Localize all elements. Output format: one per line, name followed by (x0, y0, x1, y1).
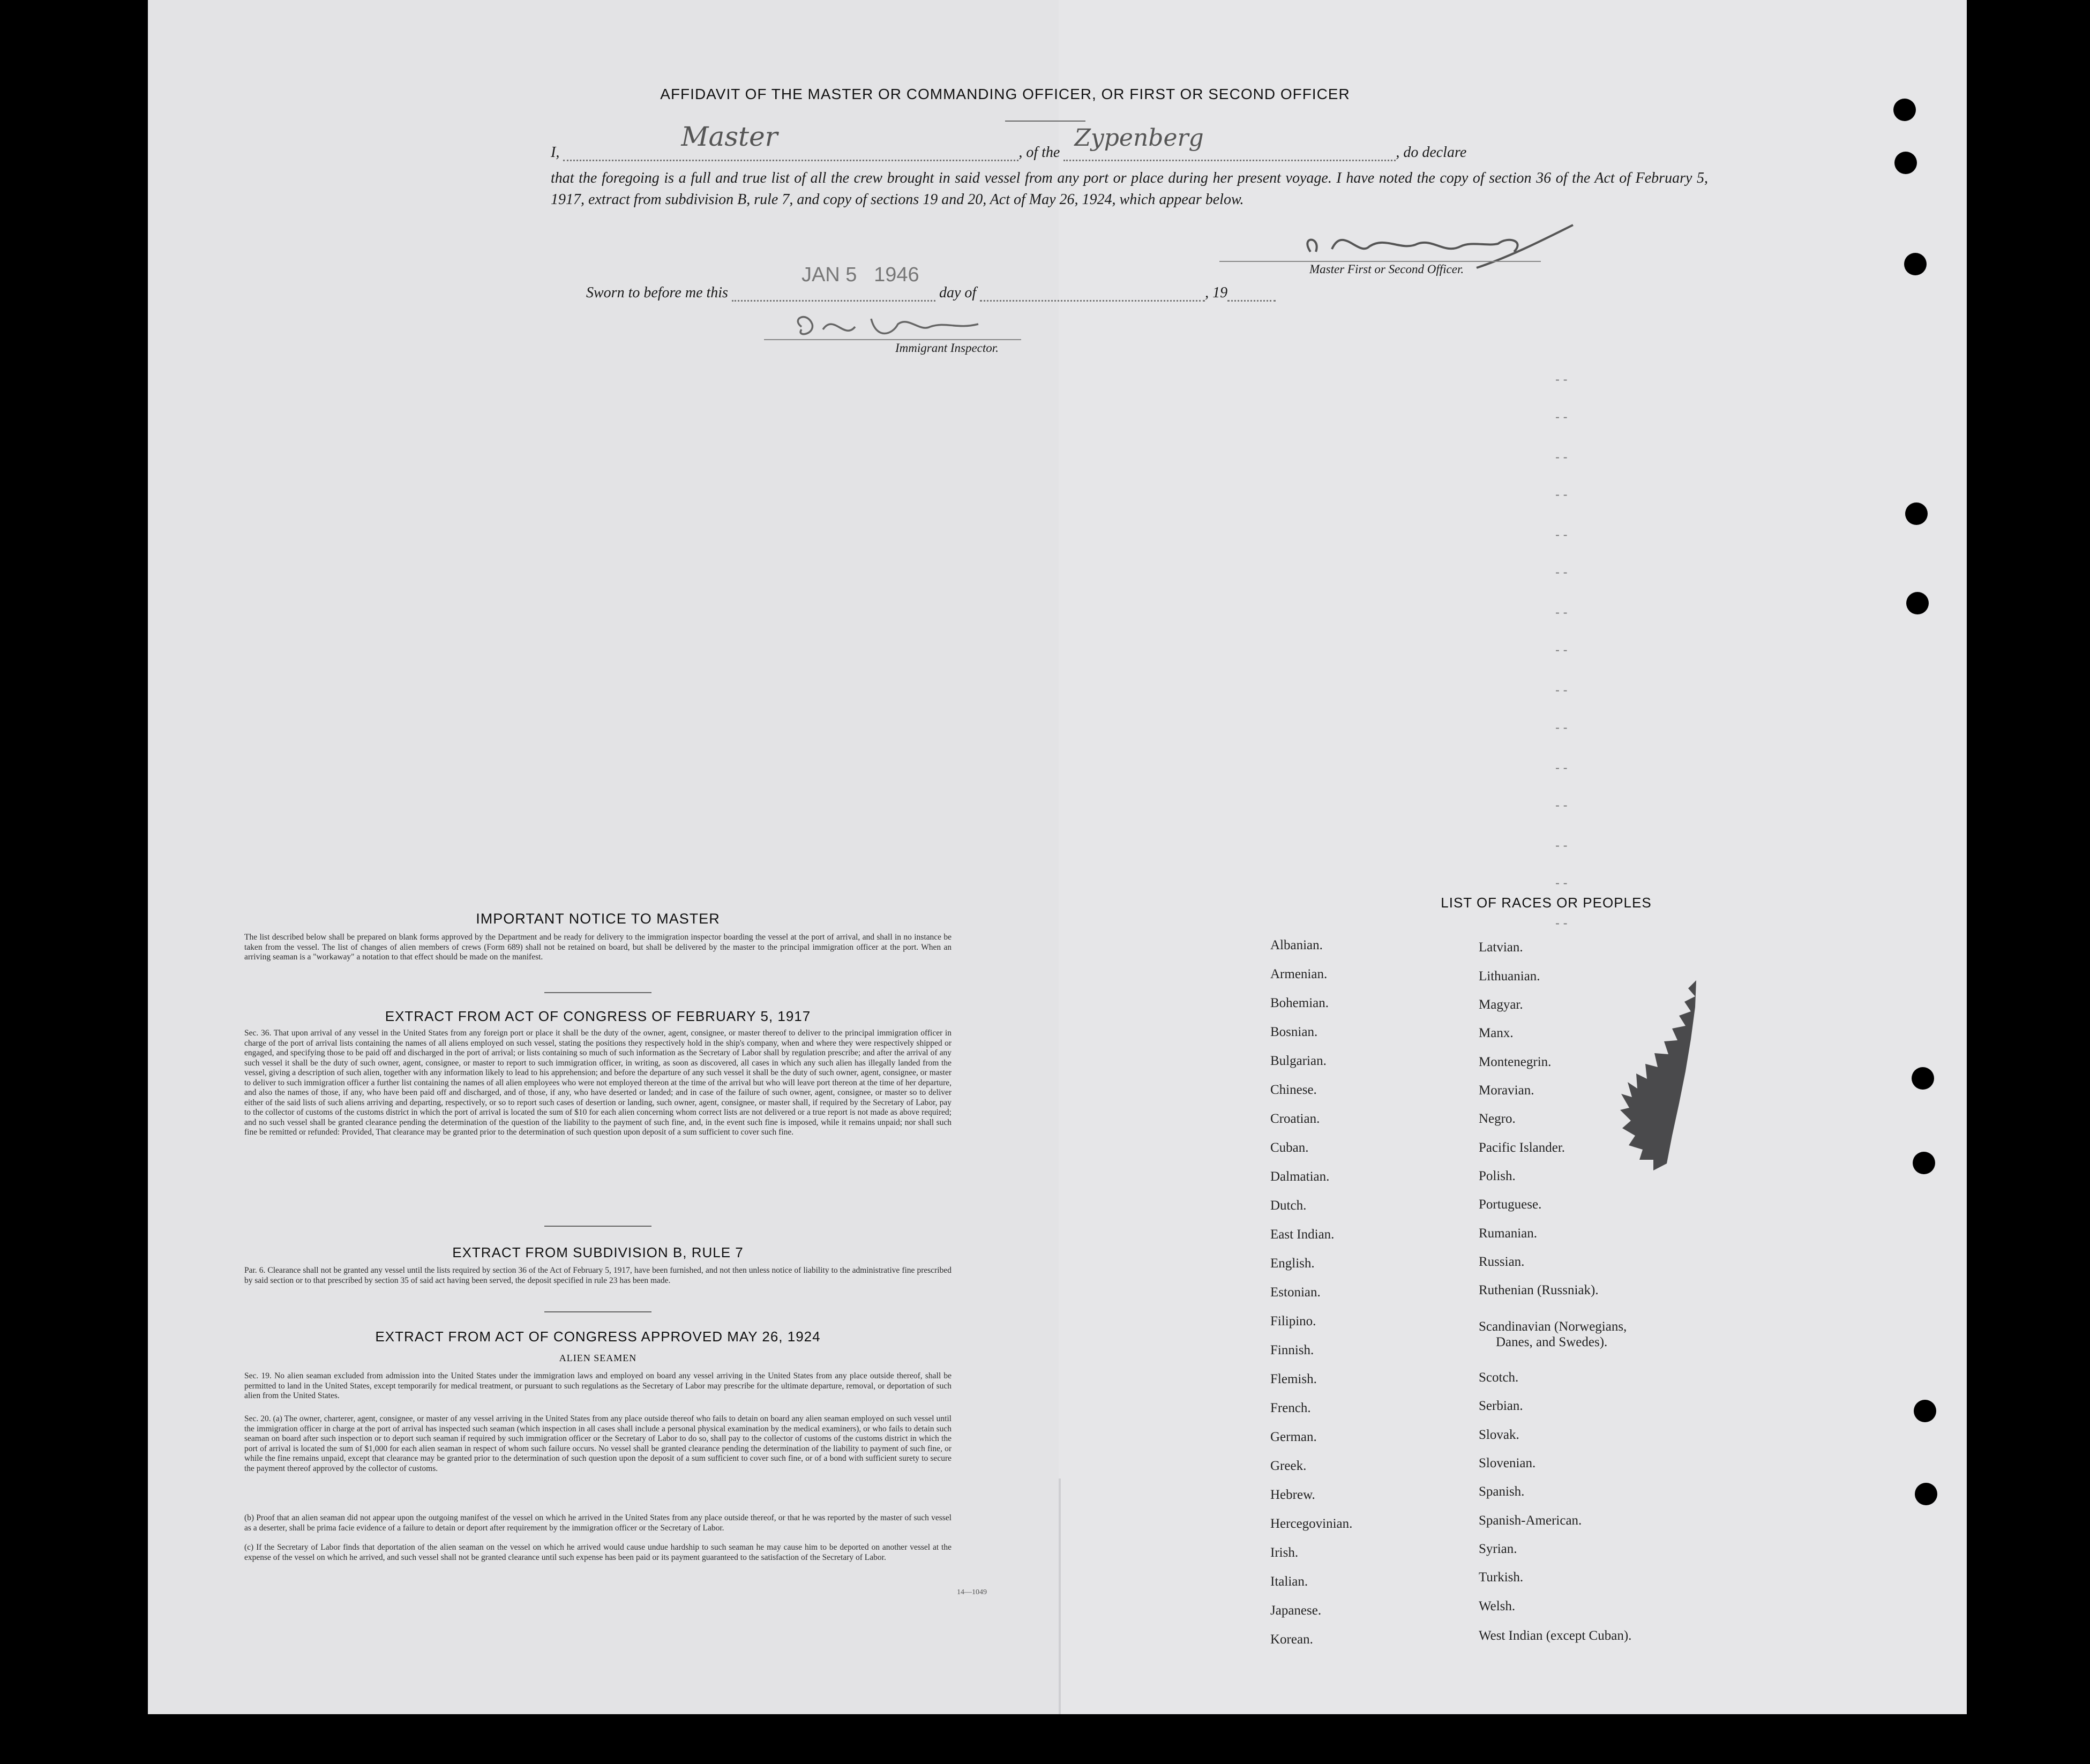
race-scandinavian: Scandinavian (Norwegians, (1479, 1319, 1627, 1334)
races-title: LIST OF RACES OR PEOPLES (1441, 895, 1652, 911)
fold-crease (1059, 1478, 1061, 1714)
race-slovak: Slovak. (1479, 1428, 1519, 1442)
sec19-text: Sec. 19. No alien seaman excluded from admission into the United States under the immigration laws and employed on board any vessel arriving in the United States from any place outside thereof, shall be permitted to land in the United States, except temporarily for medical treatment, or pursuant to such regulations as the Secretary of Labor may prescribe for the ultimate departure, removal, or deportation of such alien from the United States. (244, 1371, 952, 1400)
line1-suffix: , do declare (1396, 144, 1467, 161)
master-name-handwritten: Master (681, 121, 778, 152)
race-polish: Polish. (1479, 1169, 1516, 1183)
extract1917-rule (544, 1226, 651, 1227)
race-slovenian: Slovenian. (1479, 1456, 1536, 1470)
race-rumanian: Rumanian. (1479, 1226, 1538, 1241)
inspector-caption: Immigrant Inspector. (895, 341, 999, 355)
race-german: German. (1270, 1430, 1317, 1444)
extract1924-title: EXTRACT FROM ACT OF CONGRESS APPROVED MAY 26, 1924 (375, 1328, 821, 1345)
sec20b-text: (b) Proof that an alien seaman did not appear upon the outgoing manifest of the vessel on which he arrived in the United States from any place outside thereof, or that he was reported by the master of such vessel as a deserter, shall be prima facie evidence of a failure to detain or deport after requirement by the immigration officer or the Secretary of Labor. (244, 1513, 952, 1533)
race-dalmatian: Dalmatian. (1270, 1169, 1330, 1184)
bleed-mark: - - (1555, 410, 1568, 424)
rule7-title: EXTRACT FROM SUBDIVISION B, RULE 7 (452, 1244, 744, 1260)
date-stamp: JAN 5 1946 (801, 264, 919, 286)
race-spanish-american: Spanish-American. (1479, 1513, 1582, 1528)
sec20a-text: Sec. 20. (a) The owner, charterer, agent, consignee, or master of any vessel arriving in the United States from any place outside thereof who fails to detain on board any alien seaman employed on such vessel until the immigration officer in charge at the port of arrival has inspected such seaman (which inspection in all cases shall include a personal physical examination by the medical examiners), or who fails to detain such seaman on board after such inspection or to deport such seaman if required by such immigration officer or the Secretary of Labor to do so, shall pay to the collector of customs of the customs district in which the port of arrival is located the sum of $1,000 for each alien seaman in respect of whom such failure occurs. No vessel shall be granted clearance pending the determination of the liability to payment of such fine, or while the fine remains unpaid, except that clearance may be granted prior to the determination of such question upon the deposit of a sum sufficient to cover such fine, or of a bond with sufficient surety to secure the payment thereof approved by the collector of customs. (244, 1414, 952, 1473)
bleed-mark: - - (1555, 565, 1568, 580)
race-manx: Manx. (1479, 1026, 1514, 1040)
line1-mid: , of the (1018, 144, 1060, 161)
affidavit-line1 (551, 121, 1708, 161)
binder-hole (1912, 1067, 1934, 1090)
race-spanish: Spanish. (1479, 1484, 1525, 1499)
bleed-mark: - - (1555, 720, 1568, 735)
notice-text: The list described below shall be prepared on blank forms approved by the Department and be ready for delivery to the immigration inspector boarding the vessel at the port of arrival, and shall in no instance be taken from the vessel. The list of changes of alien members of crews (Form 689) shall not be retained on board, but shall be delivered by the master to the principal immigration officer at the port. When an arriving seaman is a "workaway" a notation to that effect should be made on the manifest. (244, 933, 952, 962)
notice-title: IMPORTANT NOTICE TO MASTER (476, 911, 720, 927)
race-estonian: Estonian. (1270, 1285, 1321, 1300)
race-east-indian: East Indian. (1270, 1227, 1335, 1242)
sworn-month-field (980, 284, 1205, 302)
race-filipino: Filipino. (1270, 1314, 1316, 1328)
race-moravian: Moravian. (1479, 1083, 1534, 1098)
race-lithuanian: Lithuanian. (1479, 969, 1540, 984)
embossed-seal (1616, 975, 1702, 1173)
race-english: English. (1270, 1256, 1315, 1271)
master-signature-line (1219, 261, 1541, 262)
binder-hole (1905, 502, 1928, 525)
race-bulgarian: Bulgarian. (1270, 1054, 1327, 1068)
affidavit-title-rule (1005, 121, 1085, 122)
race-dutch: Dutch. (1270, 1198, 1307, 1213)
bleed-mark: - - (1555, 761, 1568, 775)
bleed-mark: - - (1555, 643, 1568, 657)
race-bohemian: Bohemian. (1270, 996, 1329, 1010)
extract1917-title: EXTRACT FROM ACT OF CONGRESS OF FEBRUARY 5, 1917 (385, 1008, 811, 1024)
race-magyar: Magyar. (1479, 997, 1523, 1012)
race-hebrew: Hebrew. (1270, 1488, 1315, 1502)
race-portuguese: Portuguese. (1479, 1197, 1542, 1212)
sworn-prefix: Sworn to before me this (586, 284, 728, 301)
binder-hole (1904, 253, 1927, 275)
race-turkish: Turkish. (1479, 1570, 1524, 1585)
race-syrian: Syrian. (1479, 1542, 1517, 1556)
race-montenegrin: Montenegrin. (1479, 1055, 1552, 1069)
day-of-label: day of (939, 284, 977, 301)
bleed-mark: - - (1555, 450, 1568, 464)
race-scotch: Scotch. (1479, 1370, 1519, 1385)
race-albanian: Albanian. (1270, 938, 1323, 952)
notice-rule (544, 992, 651, 993)
extract1924-subtitle: ALIEN SEAMEN (559, 1353, 637, 1363)
binder-hole (1914, 1400, 1936, 1422)
master-name-field (563, 121, 1018, 161)
race-serbian: Serbian. (1479, 1399, 1523, 1413)
bleed-mark: - - (1555, 916, 1568, 930)
form-number: 14—1049 (957, 1588, 987, 1596)
race-welsh: Welsh. (1479, 1599, 1516, 1613)
bleed-mark: - - (1555, 683, 1568, 697)
race-italian: Italian. (1270, 1574, 1308, 1589)
race-bosnian: Bosnian. (1270, 1025, 1318, 1039)
race-armenian: Armenian. (1270, 967, 1328, 981)
sec20c-text: (c) If the Secretary of Labor finds that deportation of the alien seaman on the vessel on which he arrived would cause undue hardship to such seaman he may cause him to be deported on another vessel at the expense of the vessel on which he arrived, and such vessel shall not be granted clearance until such expense has been paid or its payment guaranteed to the satisfaction of the Secretary of Labor. (244, 1543, 952, 1562)
year-prefix: , 19 (1205, 284, 1228, 301)
race-ruthenian: Ruthenian (Russniak). (1479, 1283, 1599, 1297)
race-flemish: Flemish. (1270, 1372, 1317, 1386)
race-negro: Negro. (1479, 1112, 1516, 1126)
sworn-year-field (1227, 284, 1276, 302)
affidavit-body: that the foregoing is a full and true list of all the crew brought in said vessel from any port or place during her present voyage. I have noted the copy of section 36 of the Act of February 5, 1917, extract from subdivision B, rule 7, and copy of sections 19 and 20, Act of May 26, 1924, which appear below. (551, 170, 1708, 208)
binder-hole (1915, 1483, 1937, 1505)
bleed-mark: - - (1555, 487, 1568, 502)
race-korean: Korean. (1270, 1632, 1313, 1647)
race-greek: Greek. (1270, 1459, 1307, 1473)
inspector-signature-line (764, 339, 1021, 340)
vessel-name-field (1063, 124, 1396, 161)
sworn-day-field (732, 264, 935, 302)
bleed-mark: - - (1555, 798, 1568, 813)
race-chinese: Chinese. (1270, 1083, 1317, 1097)
bleed-mark: - - (1555, 876, 1568, 890)
race-french: French. (1270, 1401, 1311, 1415)
race-cuban: Cuban. (1270, 1140, 1309, 1155)
race-pacific-islander: Pacific Islander. (1479, 1140, 1565, 1155)
affidavit-title: AFFIDAVIT OF THE MASTER OR COMMANDING OFFICER, OR FIRST OR SECOND OFFICER (660, 86, 1350, 102)
race-west-indian: West Indian (except Cuban). (1479, 1628, 1632, 1643)
bleed-mark: - - (1555, 372, 1568, 387)
race-latvian: Latvian. (1479, 940, 1523, 955)
race-irish: Irish. (1270, 1545, 1299, 1560)
race-croatian: Croatian. (1270, 1112, 1320, 1126)
race-japanese: Japanese. (1270, 1603, 1322, 1618)
race-scandinavian-cont: Danes, and Swedes). (1496, 1335, 1608, 1349)
binder-hole (1913, 1152, 1935, 1174)
line1-prefix: I, (551, 144, 560, 161)
binder-hole (1906, 592, 1929, 614)
bleed-mark: - - (1555, 838, 1568, 853)
master-caption: Master First or Second Officer. (1309, 262, 1464, 276)
race-finnish: Finnish. (1270, 1343, 1314, 1357)
binder-hole (1893, 99, 1916, 121)
vessel-name-handwritten: Zypenberg (1074, 124, 1204, 152)
bleed-mark: - - (1555, 528, 1568, 542)
document-sheet (148, 0, 1967, 1714)
bleed-mark: - - (1555, 605, 1568, 620)
extract1917-text: Sec. 36. That upon arrival of any vessel in the United States from any foreign port or place it shall be the duty of the owner, agent, consignee, or master thereof to deliver to the principal immigration officer in charge of the port of arrival lists containing the names of all aliens employed on such vessel, stating the positions they respectively hold in the ship's company, when and where they were respectively shipped or engaged, and specifying those to be paid off and discharged in the port of arrival; or lists containing so much of such information as the Secretary of Labor shall by regulation prescribe; and after the arrival of any such vessel it shall be the duty of such owner, agent, consignee, or master to report to such immigration officer, in writing, as soon as discovered, all cases in which any such alien has illegally landed from the vessel, giving a description of such alien, together with any information likely to lead to his apprehension; and before the departure of any such vessel it shall be the duty of such owner, agent, consignee, or master to deliver to such immigration officer a further list containing the names of all alien employees who were not employed thereon at the time of the arrival but who will leave port thereon at the time of her departure, and also the names of those, if any, who have been paid off and discharged, and of those, if any, who have deserted or landed; and in case of the failure of such owner, agent, consignee, or master so to deliver either of the said lists of such aliens arriving and departing, respectively, or so to report such cases of desertion or landing, such owner, agent, consignee, or master shall, if required by the Secretary of Labor, pay to the collector of customs of the customs district in which the port of arrival is located the sum of $10 for each alien concerning whom correct lists are not delivered or a true report is not made as above required; and no such vessel shall be granted clearance pending the determination of the question of the liability to the payment of such fine, and, in the event such fine is imposed, while it remains unpaid; nor shall such fine be remitted or refunded: Provided, That clearance may be granted prior to the determination of such question upon deposit of a sum sufficient to cover such fine. (244, 1029, 952, 1137)
race-russian: Russian. (1479, 1255, 1525, 1269)
sworn-line (586, 264, 1276, 302)
race-hercegovinian: Hercegovinian. (1270, 1517, 1353, 1531)
rule7-rule (544, 1311, 651, 1312)
binder-hole (1894, 152, 1917, 174)
rule7-text: Par. 6. Clearance shall not be granted any vessel until the lists required by section 36 of the Act of February 5, 1917, have been furnished, and not then unless notice of liability to the administrative fine prescribed by said section or to that prescribed by section 35 of said act having been served, the deposit specified in rule 23 has been made. (244, 1266, 952, 1285)
